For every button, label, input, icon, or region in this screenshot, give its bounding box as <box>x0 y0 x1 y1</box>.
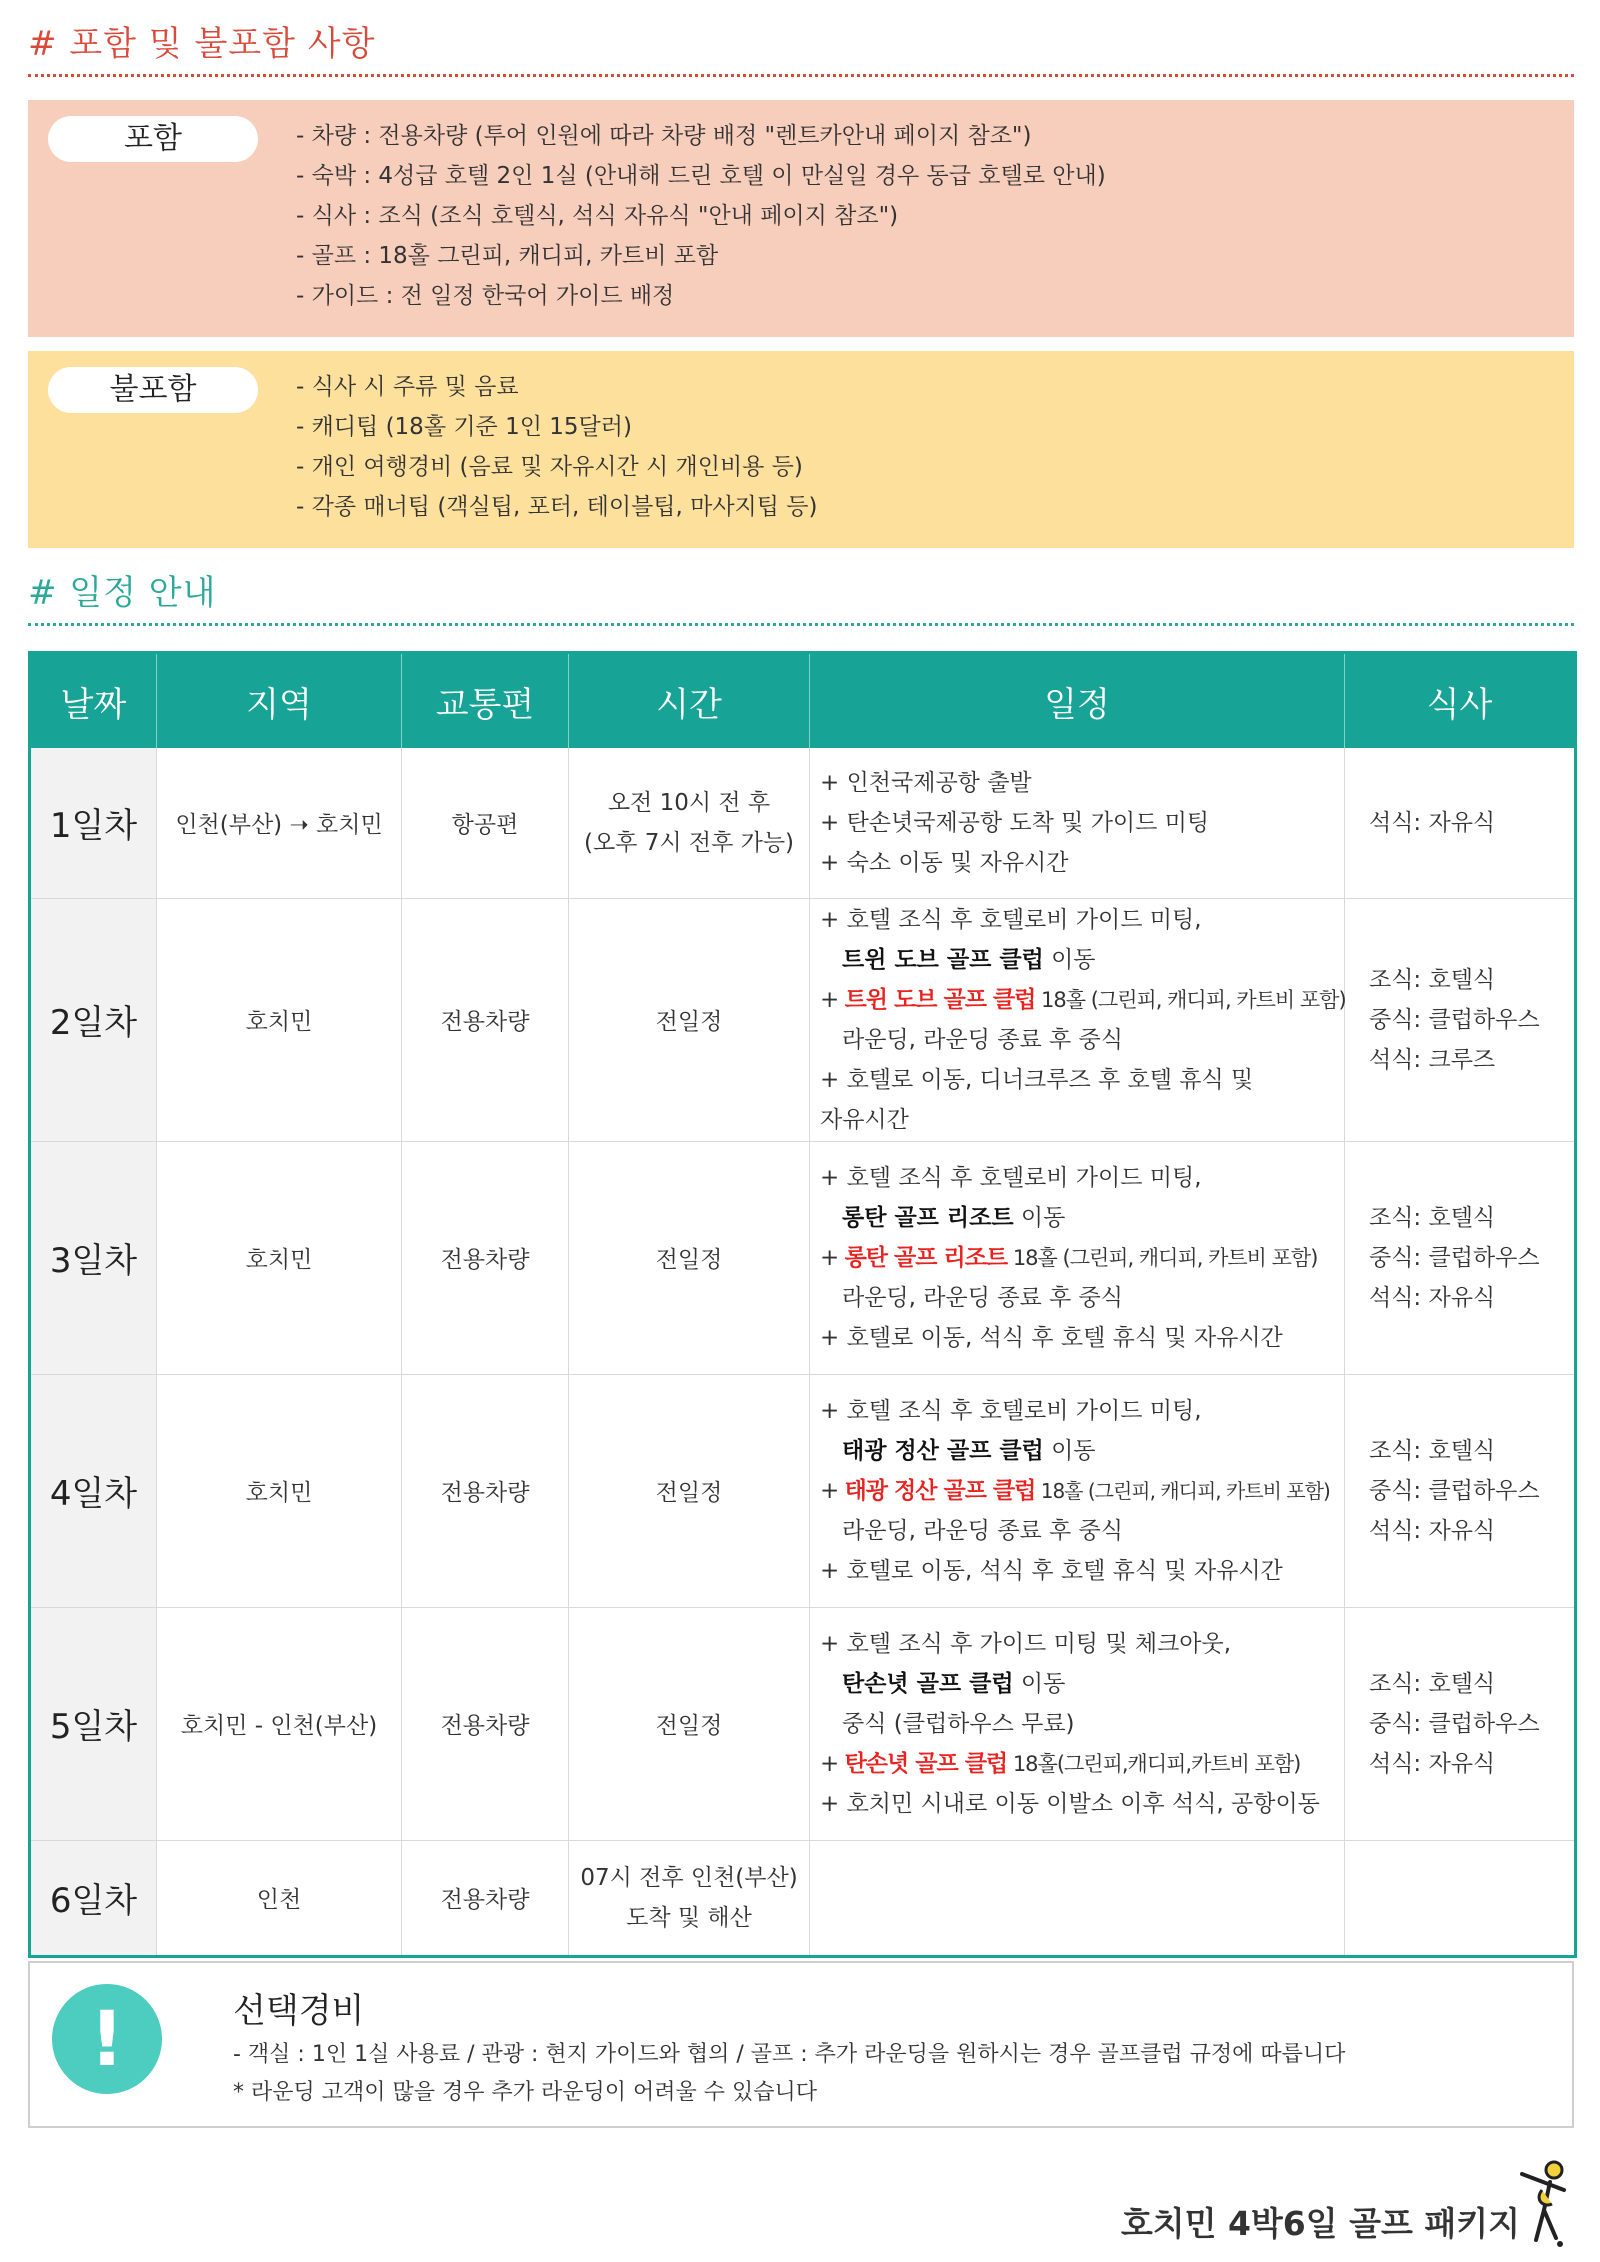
included-list <box>296 116 1106 316</box>
meal-cell <box>1345 1840 1576 1956</box>
plan-cell <box>810 1607 1345 1840</box>
schedule-heading-text: # 일정 안내 <box>28 573 217 613</box>
schedule-heading <box>28 565 1574 620</box>
excluded-label: 불포함 <box>48 367 258 413</box>
list-item: - 식사 시 주류 및 음료 <box>296 374 519 400</box>
plan-cell <box>810 898 1345 1141</box>
time-cell: 전일정 <box>569 898 810 1141</box>
plan-line: + 호텔 조식 후 가이드 미팅 및 체크아웃, <box>820 1630 1232 1657</box>
golf-club-name: 롱탄 골프 리조트 <box>842 1204 1014 1231</box>
plan-text: + <box>820 1750 845 1777</box>
list-item: - 캐디팁 (18홀 기준 1인 15달러) <box>296 414 632 440</box>
day-cell: 3일차 <box>30 1141 157 1374</box>
plan-text: 18홀(그린피,캐디피,카트비 포함) <box>1007 1751 1301 1776</box>
meal-cell <box>1345 1607 1576 1840</box>
plan-cell <box>810 1141 1345 1374</box>
table-row <box>30 748 1576 898</box>
plan-line <box>820 980 1346 1020</box>
plan-text: 18홀 (그린피, 캐디피, 카트비 포함) <box>1007 1245 1318 1270</box>
plan-line: + 탄손녓국제공항 도착 및 가이드 미팅 <box>820 809 1210 836</box>
time-line: 오전 10시 전 후 <box>607 789 771 816</box>
table-row <box>30 1374 1576 1607</box>
transport-cell: 전용차량 <box>402 898 569 1141</box>
list-item: - 가이드 : 전 일정 한국어 가이드 배정 <box>296 283 675 309</box>
day-cell: 6일차 <box>30 1840 157 1956</box>
meal-line: 석식: 자유식 <box>1369 1284 1496 1311</box>
exclamation-icon: ! <box>52 1984 162 2094</box>
plan-text: 18홀 (그린피, 캐디피, 카트비 포함) <box>1035 1478 1330 1503</box>
plan-text: 이동 <box>1043 946 1096 973</box>
meal-line: 조식: 호텔식 <box>1369 1204 1496 1231</box>
inclusion-heading-text: # 포함 및 불포함 사항 <box>28 24 376 64</box>
region-cell: 호치민 <box>157 898 402 1141</box>
meal-line: 중식: 클럽하우스 <box>1369 1477 1540 1504</box>
meal-line: 중식: 클럽하우스 <box>1369 1244 1540 1271</box>
golfer-icon <box>1514 2160 1570 2250</box>
plan-text: + <box>820 1477 845 1504</box>
plan-line: + 호텔로 이동, 디너크루즈 후 호텔 휴식 및 <box>820 1066 1254 1093</box>
header-date: 날짜 <box>30 653 157 749</box>
header-time: 시간 <box>569 653 810 749</box>
plan-line <box>820 1238 1343 1278</box>
plan-line: + 호텔로 이동, 석식 후 호텔 휴식 및 자유시간 <box>820 1324 1283 1351</box>
meal-cell <box>1345 1141 1576 1374</box>
plan-line <box>820 1664 1343 1704</box>
plan-line <box>820 1744 1343 1784</box>
list-item: - 숙박 : 4성급 호텔 2인 1실 (안내해 드린 호텔 이 만실일 경우 동급 호텔로 안내) <box>296 163 1106 189</box>
day-cell: 2일차 <box>30 898 157 1141</box>
golf-club-name: 태광 정산 골프 클럽 <box>842 1437 1044 1464</box>
plan-text: 이동 <box>1013 1670 1066 1697</box>
transport-cell: 전용차량 <box>402 1607 569 1840</box>
time-cell <box>569 1840 810 1956</box>
table-header-row <box>30 653 1576 749</box>
plan-line: + 숙소 이동 및 자유시간 <box>820 849 1069 876</box>
plan-text: + <box>820 986 845 1013</box>
time-cell <box>569 748 810 898</box>
plan-text: 이동 <box>1043 1437 1096 1464</box>
transport-cell: 전용차량 <box>402 1840 569 1956</box>
table-row <box>30 1607 1576 1840</box>
list-item: - 차량 : 전용차량 (투어 인원에 따라 차량 배정 "렌트카안내 페이지 참조") <box>296 123 1032 149</box>
meal-line: 조식: 호텔식 <box>1369 1670 1496 1697</box>
excluded-box <box>28 351 1574 548</box>
package-title: 호치민 4박6일 골프 패키지 <box>1120 2204 1520 2243</box>
meal-cell <box>1345 898 1576 1141</box>
golf-club-name: 트윈 도브 골프 클럽 <box>842 946 1044 973</box>
time-line: 07시 전후 인천(부산) <box>580 1864 798 1891</box>
plan-line <box>820 1198 1343 1238</box>
list-item: - 개인 여행경비 (음료 및 자유시간 시 개인비용 등) <box>296 454 803 480</box>
plan-text: 이동 <box>1013 1204 1066 1231</box>
header-plan: 일정 <box>810 653 1345 749</box>
golf-club-highlight: 트윈 도브 골프 클럽 <box>844 986 1036 1013</box>
table-row <box>30 1840 1576 1956</box>
plan-line: 라운딩, 라운딩 종료 후 중식 <box>842 1026 1123 1053</box>
transport-cell: 항공편 <box>402 748 569 898</box>
included-label: 포함 <box>48 116 258 162</box>
header-region: 지역 <box>157 653 402 749</box>
plan-line: + 인천국제공항 출발 <box>820 769 1032 796</box>
plan-line <box>820 1471 1343 1511</box>
plan-text: + <box>820 1244 845 1271</box>
list-item: - 골프 : 18홀 그린피, 캐디피, 카트비 포함 <box>296 243 719 269</box>
plan-line: + 호텔 조식 후 호텔로비 가이드 미팅, <box>820 906 1202 933</box>
meal-line: 석식: 자유식 <box>1369 1517 1496 1544</box>
list-item: - 각종 매너팁 (객실팁, 포터, 테이블팁, 마사지팁 등) <box>296 494 818 520</box>
optional-note: * 라운딩 고객이 많을 경우 추가 라운딩이 어려울 수 있습니다 <box>233 2080 817 2105</box>
meal-line: 중식: 클럽하우스 <box>1369 1710 1540 1737</box>
table-row <box>30 1141 1576 1374</box>
inclusion-heading <box>28 16 1574 71</box>
plan-line: + 호텔로 이동, 석식 후 호텔 휴식 및 자유시간 <box>820 1557 1283 1584</box>
golf-club-highlight: 태광 정산 골프 클럽 <box>844 1477 1036 1504</box>
transport-cell: 전용차량 <box>402 1141 569 1374</box>
plan-line: + 호치민 시내로 이동 이발소 이후 석식, 공항이동 <box>820 1790 1320 1817</box>
header-meal: 식사 <box>1345 653 1576 749</box>
region-cell: 인천 <box>157 1840 402 1956</box>
time-line: 도착 및 해산 <box>626 1904 752 1931</box>
meal-cell <box>1345 1374 1576 1607</box>
plan-cell <box>810 1840 1345 1956</box>
time-cell: 전일정 <box>569 1141 810 1374</box>
time-line: (오후 7시 전후 가능) <box>583 829 795 856</box>
region-cell: 호치민 - 인천(부산) <box>157 1607 402 1840</box>
transport-cell: 전용차량 <box>402 1374 569 1607</box>
meal-line: 석식: 크루즈 <box>1369 1046 1496 1073</box>
dotted-divider <box>28 74 1574 77</box>
optional-title: 선택경비 <box>233 1991 365 2031</box>
region-cell: 호치민 <box>157 1141 402 1374</box>
plan-line: 라운딩, 라운딩 종료 후 중식 <box>842 1284 1123 1311</box>
meal-line: 조식: 호텔식 <box>1369 966 1496 993</box>
plan-text: 18홀 (그린피, 캐디피, 카트비 포함) <box>1035 987 1346 1012</box>
golf-club-name: 탄손녓 골프 클럽 <box>842 1670 1014 1697</box>
list-item: - 식사 : 조식 (조식 호텔식, 석식 자유식 "안내 페이지 참조") <box>296 203 899 229</box>
day-cell: 1일차 <box>30 748 157 898</box>
plan-cell <box>810 1374 1345 1607</box>
time-cell: 전일정 <box>569 1374 810 1607</box>
day-cell: 4일차 <box>30 1374 157 1607</box>
region-cell: 인천(부산) ➝ 호치민 <box>157 748 402 898</box>
golf-club-highlight: 롱탄 골프 리조트 <box>844 1244 1008 1271</box>
schedule-table <box>28 651 1577 1958</box>
included-box <box>28 100 1574 337</box>
excluded-list <box>296 367 818 527</box>
dotted-divider <box>28 623 1574 626</box>
optional-expenses-box <box>28 1961 1574 2128</box>
meal-line: 석식: 자유식 <box>1369 809 1496 836</box>
plan-line <box>820 940 1343 980</box>
meal-line: 중식: 클럽하우스 <box>1369 1006 1540 1033</box>
plan-line: + 호텔 조식 후 호텔로비 가이드 미팅, <box>820 1164 1202 1191</box>
time-cell: 전일정 <box>569 1607 810 1840</box>
meal-line: 석식: 자유식 <box>1369 1750 1496 1777</box>
day-cell: 5일차 <box>30 1607 157 1840</box>
plan-line: + 호텔 조식 후 호텔로비 가이드 미팅, <box>820 1397 1202 1424</box>
plan-line: 자유시간 <box>820 1106 909 1133</box>
meal-line: 조식: 호텔식 <box>1369 1437 1496 1464</box>
plan-line: 중식 (클럽하우스 무료) <box>842 1710 1075 1737</box>
region-cell: 호치민 <box>157 1374 402 1607</box>
meal-cell <box>1345 748 1576 898</box>
optional-line: - 객실 : 1인 1실 사용료 / 관광 : 현지 가이드와 협의 / 골프 : 추가 라운딩을 원하시는 경우 골프클럽 규정에 따릅니다 <box>233 2042 1346 2067</box>
table-row <box>30 898 1576 1141</box>
plan-line: 라운딩, 라운딩 종료 후 중식 <box>842 1517 1123 1544</box>
plan-line <box>820 1431 1343 1471</box>
golf-club-highlight: 탄손녓 골프 클럽 <box>844 1750 1008 1777</box>
plan-cell <box>810 748 1345 898</box>
header-transport: 교통편 <box>402 653 569 749</box>
